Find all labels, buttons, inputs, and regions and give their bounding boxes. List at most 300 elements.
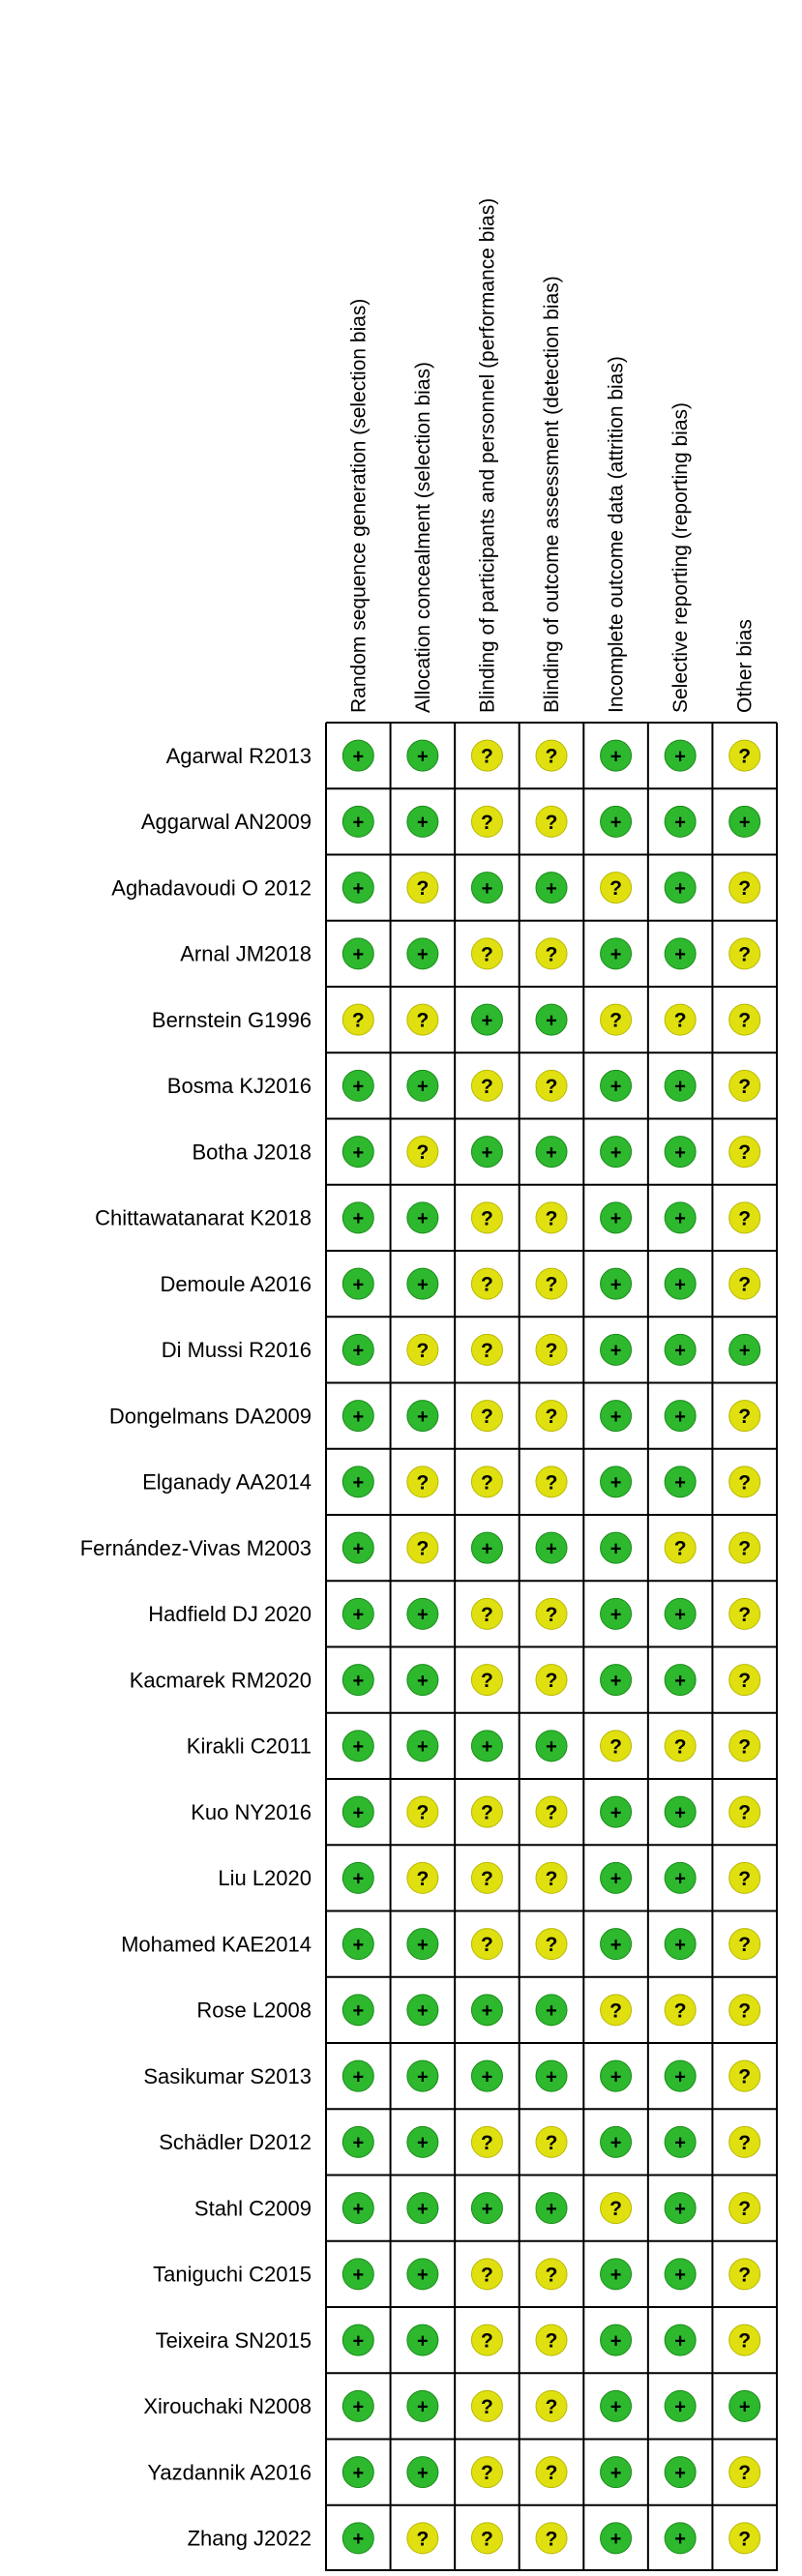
low-risk-mark [665,1929,696,1960]
unclear-risk-mark [536,1598,567,1629]
low-risk-mark [729,2390,760,2421]
unclear-risk-symbol: ? [481,745,493,768]
unclear-risk-mark [471,1334,502,1365]
low-risk-symbol: + [674,746,686,768]
unclear-risk-mark [407,1334,438,1365]
low-risk-mark [342,1731,373,1762]
unclear-risk-symbol: ? [481,1406,493,1429]
unclear-risk-symbol: ? [351,1009,365,1032]
unclear-risk-symbol: ? [738,745,752,768]
low-risk-symbol: + [609,1538,622,1560]
unclear-risk-symbol: ? [738,1273,752,1296]
low-risk-mark [342,806,373,837]
low-risk-symbol: + [674,1340,686,1362]
unclear-risk-symbol: ? [545,811,558,834]
column-header-4: Blinding of outcome assessment (detection bias) [541,276,563,713]
low-risk-symbol: + [609,1868,622,1890]
low-risk-mark [601,2324,632,2355]
low-risk-mark [665,1598,696,1629]
low-risk-mark [407,1202,438,1233]
unclear-risk-mark [471,740,502,771]
low-risk-symbol: + [352,1274,365,1296]
low-risk-symbol: + [417,1934,429,1956]
unclear-risk-mark [665,1532,696,1563]
unclear-risk-mark [729,1796,760,1827]
low-risk-symbol: + [674,1934,686,1956]
unclear-risk-symbol: ? [545,2462,558,2485]
unclear-risk-symbol: ? [738,943,752,966]
low-risk-mark [729,806,760,837]
unclear-risk-mark [536,806,567,837]
unclear-risk-symbol: ? [481,1603,493,1626]
unclear-risk-symbol: ? [416,1339,430,1362]
unclear-risk-mark [729,1598,760,1629]
unclear-risk-mark [536,2324,567,2355]
unclear-risk-symbol: ? [738,1471,752,1495]
unclear-risk-symbol: ? [416,1471,430,1495]
unclear-risk-symbol: ? [738,1537,752,1560]
low-risk-mark [665,1070,696,1101]
low-risk-symbol: + [674,2396,686,2418]
study-label: Yazdannik A2016 [147,2460,312,2485]
low-risk-mark [601,1268,632,1299]
low-risk-mark [665,938,696,969]
low-risk-mark [342,1862,373,1893]
low-risk-symbol: + [417,1208,429,1230]
low-risk-symbol: + [352,2396,365,2418]
unclear-risk-mark [729,2193,760,2224]
low-risk-mark [342,1070,373,1101]
study-label: Fernández-Vivas M2003 [79,1535,312,1560]
low-risk-symbol: + [352,1472,365,1495]
low-risk-symbol: + [609,944,622,966]
study-label: Agarwal R2013 [165,743,312,768]
unclear-risk-mark [536,2259,567,2290]
low-risk-mark [407,1665,438,1696]
low-risk-symbol: + [738,1340,751,1362]
low-risk-symbol: + [609,2396,622,2418]
low-risk-mark [407,2259,438,2290]
unclear-risk-symbol: ? [609,1735,622,1759]
unclear-risk-mark [536,2457,567,2488]
unclear-risk-symbol: ? [545,1603,558,1626]
unclear-risk-mark [471,2126,502,2157]
low-risk-symbol: + [609,2132,622,2154]
low-risk-mark [665,2126,696,2157]
grid-lines [326,723,777,2571]
low-risk-symbol: + [352,1670,365,1692]
low-risk-mark [601,1070,632,1101]
low-risk-symbol: + [481,1736,493,1759]
unclear-risk-mark [536,1268,567,1299]
low-risk-symbol: + [352,1604,365,1626]
low-risk-symbol: + [417,2198,429,2220]
unclear-risk-mark [407,1466,438,1497]
low-risk-symbol: + [674,1076,686,1098]
low-risk-symbol: + [674,1406,686,1428]
low-risk-symbol: + [609,2529,622,2551]
low-risk-symbol: + [352,1208,365,1230]
column-headers [347,198,756,713]
low-risk-symbol: + [481,2066,493,2088]
low-risk-mark [665,2259,696,2290]
unclear-risk-symbol: ? [545,1406,558,1429]
unclear-risk-mark [471,2457,502,2488]
low-risk-mark [601,740,632,771]
low-risk-symbol: + [609,1802,622,1824]
study-label: Dongelmans DA2009 [108,1404,312,1429]
low-risk-symbol: + [417,2132,429,2154]
unclear-risk-symbol: ? [545,745,558,768]
low-risk-symbol: + [609,2265,622,2287]
low-risk-symbol: + [417,1076,429,1098]
low-risk-symbol: + [546,1010,557,1032]
low-risk-mark [601,1862,632,1893]
low-risk-mark [342,2390,373,2421]
unclear-risk-symbol: ? [738,1934,752,1957]
low-risk-symbol: + [352,1736,365,1759]
unclear-risk-mark [407,873,438,903]
low-risk-mark [601,806,632,837]
low-risk-mark [342,2193,373,2224]
low-risk-mark [665,1466,696,1497]
unclear-risk-symbol: ? [481,943,493,966]
column-header-6: Selective reporting (reporting bias) [669,402,693,713]
low-risk-mark [665,1862,696,1893]
low-risk-mark [536,2060,567,2091]
unclear-risk-symbol: ? [545,2528,558,2551]
study-label: Mohamed KAE2014 [121,1932,312,1957]
unclear-risk-symbol: ? [545,1801,558,1824]
unclear-risk-mark [601,1004,632,1035]
low-risk-mark [729,1334,760,1365]
study-label: Bernstein G1996 [151,1007,312,1032]
unclear-risk-mark [729,1665,760,1696]
low-risk-symbol: + [674,2066,686,2088]
low-risk-symbol: + [609,1604,622,1626]
low-risk-mark [407,2324,438,2355]
low-risk-mark [665,1401,696,1432]
low-risk-mark [342,1796,373,1827]
low-risk-mark [407,2390,438,2421]
study-label: Kacmarek RM2020 [129,1668,312,1693]
low-risk-mark [665,1665,696,1696]
study-labels [80,744,312,2551]
low-risk-mark [601,2390,632,2421]
study-label: Aggarwal AN2009 [140,810,312,835]
unclear-risk-mark [536,1334,567,1365]
unclear-risk-mark [729,2324,760,2355]
low-risk-mark [471,2060,502,2091]
unclear-risk-mark [729,2259,760,2290]
low-risk-mark [536,1995,567,2026]
low-risk-symbol: + [546,2066,557,2088]
unclear-risk-mark [729,938,760,969]
unclear-risk-mark [729,1401,760,1432]
unclear-risk-symbol: ? [481,1670,493,1693]
low-risk-mark [342,1202,373,1233]
low-risk-symbol: + [417,2066,429,2088]
low-risk-mark [342,1466,373,1497]
low-risk-symbol: + [609,1340,622,1362]
low-risk-symbol: + [609,1274,622,1296]
low-risk-symbol: + [352,1934,365,1956]
low-risk-symbol: + [417,2462,429,2484]
unclear-risk-mark [407,1137,438,1168]
study-label: Botha J2018 [192,1140,312,1165]
low-risk-symbol: + [609,1934,622,1956]
unclear-risk-symbol: ? [609,1009,622,1032]
low-risk-symbol: + [352,1406,365,1428]
low-risk-mark [601,1929,632,1960]
low-risk-symbol: + [417,2396,429,2418]
low-risk-symbol: + [609,1141,622,1164]
low-risk-mark [601,938,632,969]
unclear-risk-mark [536,2523,567,2554]
low-risk-mark [536,1731,567,1762]
unclear-risk-symbol: ? [545,1273,558,1296]
low-risk-symbol: + [674,1802,686,1824]
unclear-risk-mark [471,2390,502,2421]
low-risk-symbol: + [674,1868,686,1890]
unclear-risk-mark [471,1796,502,1827]
low-risk-symbol: + [609,2066,622,2088]
column-header-3: Blinding of participants and personnel (performance bias) [476,197,499,713]
low-risk-symbol: + [352,746,365,768]
low-risk-symbol: + [417,746,429,768]
low-risk-mark [536,1137,567,1168]
unclear-risk-symbol: ? [738,1999,752,2023]
unclear-risk-symbol: ? [545,1471,558,1495]
low-risk-symbol: + [481,2198,493,2220]
low-risk-symbol: + [481,1538,493,1560]
unclear-risk-mark [729,1268,760,1299]
low-risk-mark [471,1004,502,1035]
low-risk-mark [342,740,373,771]
unclear-risk-symbol: ? [738,2528,752,2551]
unclear-risk-symbol: ? [481,2329,493,2353]
low-risk-mark [665,873,696,903]
low-risk-symbol: + [546,877,557,900]
low-risk-symbol: + [609,1076,622,1098]
unclear-risk-mark [536,1401,567,1432]
low-risk-symbol: + [352,2066,365,2088]
unclear-risk-mark [471,2259,502,2290]
column-header-1: Random sequence generation (selection bias) [347,298,371,713]
low-risk-mark [536,2193,567,2224]
low-risk-mark [342,1665,373,1696]
unclear-risk-mark [665,1004,696,1035]
low-risk-mark [407,1268,438,1299]
low-risk-mark [342,873,373,903]
unclear-risk-symbol: ? [738,1735,752,1759]
low-risk-mark [342,1401,373,1432]
low-risk-mark [601,1796,632,1827]
column-header-2: Allocation concealment (selection bias) [411,361,434,713]
unclear-risk-mark [407,1862,438,1893]
low-risk-mark [407,1731,438,1762]
low-risk-mark [407,1070,438,1101]
unclear-risk-symbol: ? [481,1273,493,1296]
low-risk-mark [407,1401,438,1432]
unclear-risk-symbol: ? [738,1603,752,1626]
low-risk-mark [601,1334,632,1365]
low-risk-mark [601,1466,632,1497]
low-risk-mark [471,1995,502,2026]
low-risk-symbol: + [674,2198,686,2220]
unclear-risk-mark [601,2193,632,2224]
low-risk-mark [342,2259,373,2290]
unclear-risk-mark [729,873,760,903]
unclear-risk-symbol: ? [481,2528,493,2551]
study-label: Aghadavoudi O 2012 [111,875,312,901]
low-risk-symbol: + [481,1141,493,1164]
unclear-risk-mark [471,1202,502,1233]
low-risk-symbol: + [674,1604,686,1626]
low-risk-mark [407,938,438,969]
unclear-risk-symbol: ? [481,1471,493,1495]
low-risk-mark [665,1334,696,1365]
unclear-risk-mark [471,2324,502,2355]
low-risk-symbol: + [609,746,622,768]
low-risk-mark [407,2126,438,2157]
low-risk-symbol: + [352,1340,365,1362]
low-risk-mark [665,2457,696,2488]
unclear-risk-mark [536,1796,567,1827]
unclear-risk-symbol: ? [609,1999,622,2023]
low-risk-symbol: + [674,2529,686,2551]
unclear-risk-mark [729,1862,760,1893]
unclear-risk-symbol: ? [673,1999,687,2023]
study-label: Kuo NY2016 [191,1799,312,1824]
low-risk-symbol: + [674,2265,686,2287]
unclear-risk-symbol: ? [673,1735,687,1759]
unclear-risk-symbol: ? [738,2462,752,2485]
low-risk-symbol: + [352,2529,365,2551]
unclear-risk-mark [471,1268,502,1299]
unclear-risk-mark [729,1466,760,1497]
low-risk-mark [471,1731,502,1762]
study-label: Rose L2008 [196,1998,312,2023]
low-risk-mark [601,2259,632,2290]
low-risk-symbol: + [609,1406,622,1428]
unclear-risk-symbol: ? [545,1075,558,1098]
unclear-risk-symbol: ? [738,1075,752,1098]
unclear-risk-mark [536,1929,567,1960]
unclear-risk-mark [471,1466,502,1497]
low-risk-mark [665,806,696,837]
unclear-risk-mark [471,1401,502,1432]
low-risk-symbol: + [674,812,686,834]
low-risk-symbol: + [609,2462,622,2484]
unclear-risk-symbol: ? [481,1801,493,1824]
unclear-risk-symbol: ? [481,2462,493,2485]
unclear-risk-mark [729,2457,760,2488]
low-risk-mark [665,2193,696,2224]
unclear-risk-symbol: ? [545,1670,558,1693]
study-label: Taniguchi C2015 [153,2262,312,2287]
low-risk-symbol: + [352,1141,365,1164]
low-risk-mark [407,2193,438,2224]
unclear-risk-symbol: ? [738,1670,752,1693]
unclear-risk-symbol: ? [738,1867,752,1890]
low-risk-mark [407,740,438,771]
low-risk-symbol: + [417,2330,429,2353]
low-risk-mark [342,2523,373,2554]
unclear-risk-mark [729,740,760,771]
low-risk-symbol: + [609,812,622,834]
unclear-risk-mark [471,806,502,837]
unclear-risk-symbol: ? [416,1801,430,1824]
unclear-risk-mark [536,740,567,771]
low-risk-mark [665,1796,696,1827]
low-risk-symbol: + [352,1802,365,1824]
low-risk-mark [665,740,696,771]
low-risk-symbol: + [417,812,429,834]
unclear-risk-mark [471,2523,502,2554]
unclear-risk-mark [471,1070,502,1101]
low-risk-symbol: + [546,2000,557,2023]
unclear-risk-mark [601,1995,632,2026]
unclear-risk-symbol: ? [738,2264,752,2287]
study-label: Schädler D2012 [159,2130,312,2155]
low-risk-mark [665,1268,696,1299]
low-risk-mark [536,1532,567,1563]
low-risk-mark [601,2523,632,2554]
low-risk-symbol: + [352,877,365,900]
unclear-risk-symbol: ? [738,2065,752,2088]
low-risk-symbol: + [417,944,429,966]
unclear-risk-mark [536,1202,567,1233]
low-risk-symbol: + [674,1274,686,1296]
unclear-risk-symbol: ? [545,2395,558,2418]
low-risk-mark [601,2060,632,2091]
unclear-risk-symbol: ? [738,1801,752,1824]
unclear-risk-mark [665,1995,696,2026]
study-label: Kirakli C2011 [186,1733,312,1759]
unclear-risk-mark [601,873,632,903]
low-risk-symbol: + [609,1670,622,1692]
unclear-risk-mark [729,1137,760,1168]
unclear-risk-symbol: ? [481,2264,493,2287]
low-risk-symbol: + [546,1538,557,1560]
unclear-risk-mark [601,1731,632,1762]
low-risk-mark [471,2193,502,2224]
low-risk-mark [342,1929,373,1960]
unclear-risk-symbol: ? [545,2329,558,2353]
unclear-risk-mark [342,1004,373,1035]
unclear-risk-mark [407,1004,438,1035]
low-risk-mark [665,2324,696,2355]
low-risk-symbol: + [738,812,751,834]
unclear-risk-mark [665,1731,696,1762]
unclear-risk-mark [729,1731,760,1762]
low-risk-symbol: + [352,812,365,834]
low-risk-mark [601,1532,632,1563]
unclear-risk-mark [407,1532,438,1563]
unclear-risk-symbol: ? [545,2131,558,2154]
unclear-risk-mark [536,1466,567,1497]
low-risk-symbol: + [674,1208,686,1230]
low-risk-symbol: + [352,2000,365,2023]
low-risk-symbol: + [481,877,493,900]
unclear-risk-symbol: ? [416,1141,430,1165]
study-label: Demoule A2016 [160,1271,312,1296]
low-risk-symbol: + [352,1868,365,1890]
unclear-risk-symbol: ? [545,1934,558,1957]
low-risk-symbol: + [609,2330,622,2353]
low-risk-mark [471,1137,502,1168]
